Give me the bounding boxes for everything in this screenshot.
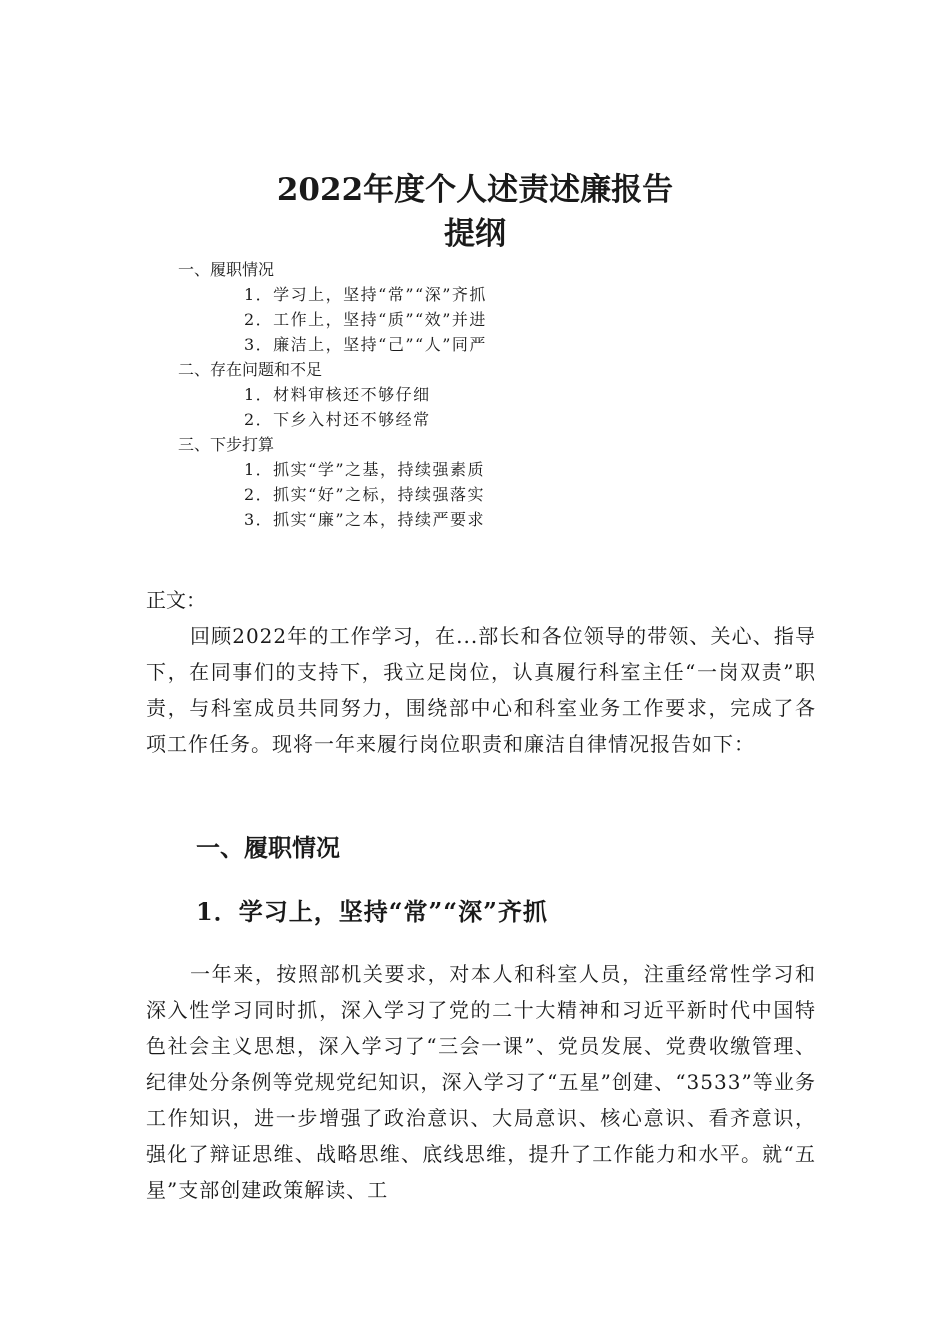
outline-item: 1．材料审核还不够仔细 (244, 385, 431, 404)
outline-item: 2．抓实“好”之标，持续强落实 (244, 485, 486, 504)
document-title: 2022年度个人述责述廉报告 (276, 172, 674, 208)
outline-section-heading: 二、存在问题和不足 (178, 360, 323, 379)
intro-block (146, 618, 816, 762)
outline-item: 3．抓实“廉”之本，持续严要求 (244, 510, 486, 529)
section-heading: 一、履职情况 (196, 834, 340, 862)
outline-item: 2．下乡入村还不够经常 (244, 410, 431, 429)
document-subtitle: 提纲 (444, 216, 506, 252)
outline-section-heading: 三、下步打算 (178, 435, 275, 454)
outline-item: 2．工作上，坚持“质”“效”并进 (244, 310, 487, 329)
outline-item: 3．廉洁上，坚持“己”“人”同严 (244, 335, 487, 354)
subsection-heading: 1．学习上，坚持“常”“深”齐抓 (196, 897, 548, 926)
outline-item: 1．抓实“学”之基，持续强素质 (244, 460, 486, 479)
outline-item: 1．学习上，坚持“常”“深”齐抓 (244, 285, 487, 304)
body-label: 正文： (146, 588, 206, 612)
body-paragraph: 一年来，按照部机关要求，对本人和科室人员，注重经常性学习和深入性学习同时抓，深入学习了党的二十大精神和习近平新时代中国特色社会主义思想，深入学习了“三会一课”、党员发展、党费收缴管理、纪律处分条例等党规党纪知识，深入学习了“五星”创建、“3533”等业务工作知识，进一步增强了政治意识、大局意识、核心意识、看齐意识，强化了辩证思维、战略思维、底线思维，提升了工作能力和水平。就“五星”支部创建政策解读、工 (146, 962, 816, 1202)
intro-paragraph: 回顾2022年的工作学习，在...部长和各位领导的带领、关心、指导下，在同事们的支持下，我立足岗位，认真履行科室主任“一岗双责”职责，与科室成员共同努力，围绕部中心和科室业务工作要求，完成了各项工作任务。现将一年来履行岗位职责和廉洁自律情况报告如下： (146, 624, 816, 756)
outline-section-heading: 一、履职情况 (178, 260, 275, 279)
section-body (146, 956, 816, 1208)
outline (0, 257, 950, 532)
